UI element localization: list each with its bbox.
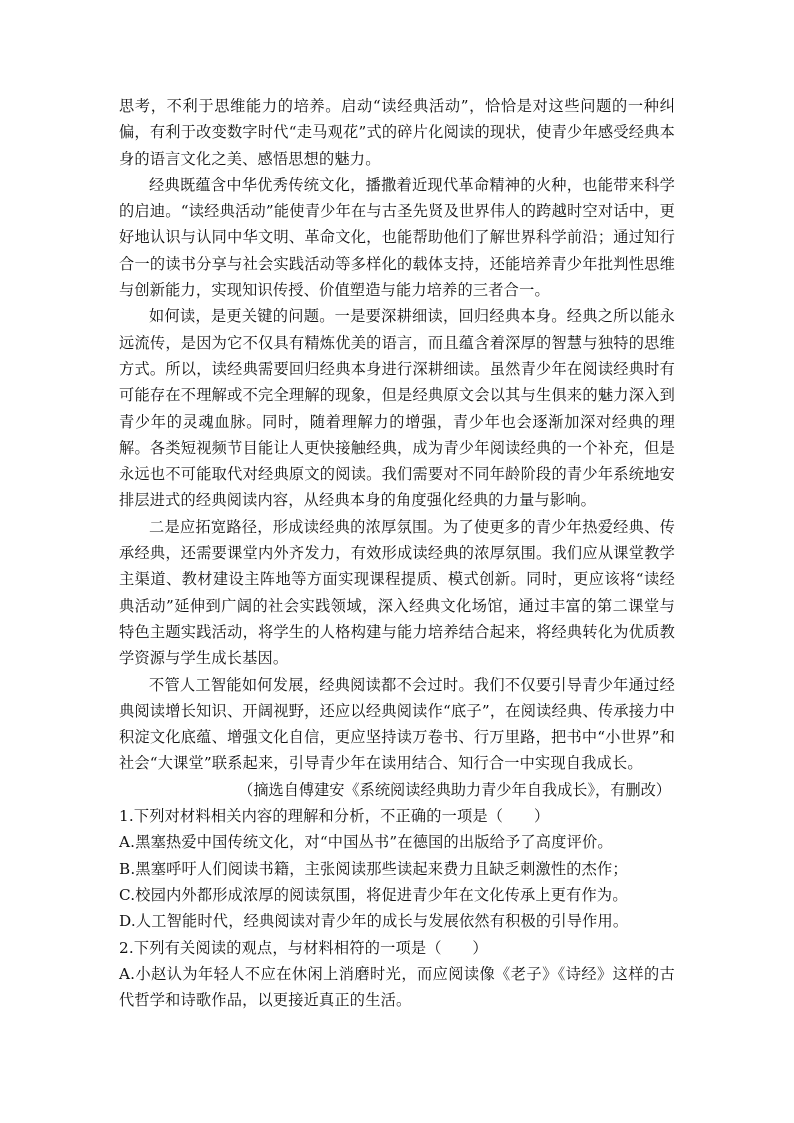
question-1-option-d: D.人工智能时代，经典阅读对青少年的成长与发展依然有积极的引导作用。 — [119, 912, 629, 931]
question-1-stem: 1.下列对材料相关内容的理解和分析，不正确的一项是（ ） — [119, 807, 550, 826]
passage-paragraph-5: 不管人工智能如何发展，经典阅读都不会过时。我们不仅要引导青少年通过经典阅读增长知识、开阔视野，还应以经典阅读作“底子”，在阅读经典、传承接力中积淀文化底蕴、增强文化自信，更应坚持读万卷书、行万里路，把书中“小世界”和社会“大课堂”联系起来，引导青少年在读用结合、知行合一中实现自我成长。 — [119, 675, 675, 773]
passage-paragraph-4: 二是应拓宽路径，形成读经典的浓厚氛围。为了使更多的青少年热爱经典、传承经典，还需要课堂内外齐发力，有效形成读经典的浓厚氛围。我们应从课堂教学主渠道、教材建设主阵地等方面实现课程提质、模式创新。同时，更应该将“读经典活动”延伸到广阔的社会实践领域，深入经典文化场馆，通过丰富的第二课堂与特色主题实践活动，将学生的人格构建与能力培养结合起来，将经典转化为优质教学资源与学生成长基因。 — [119, 517, 675, 668]
passage-paragraph-3: 如何读，是更关键的问题。一是要深耕细读，回归经典本身。经典之所以能永远流传，是因为它不仅具有精炼优美的语言，而且蕴含着深厚的智慧与独特的思维方式。所以，读经典需要回归经典本身进行深耕细读。虽然青少年在阅读经典时有可能存在不理解或不完全理解的现象，但是经典原文会以其与生俱来的魅力深入到青少年的灵魂血脉。同时，随着理解力的增强，青少年也会逐渐加深对经典的理解。各类短视频节目能让人更快接触经典，成为青少年阅读经典的一个补充，但是永远也不可能取代对经典原文的阅读。我们需要对不同年龄阶段的青少年系统地安排层进式的经典阅读内容，从经典本身的角度强化经典的力量与影响。 — [119, 307, 675, 510]
question-1-option-b: B.黑塞呼吁人们阅读书籍，主张阅读那些读起来费力且缺乏刺激性的杰作； — [119, 859, 628, 878]
passage-paragraph-1: 思考，不利于思维能力的培养。启动“读经典活动”，恰恰是对这些问题的一种纠偏，有利于改变数字时代“走马观花”式的碎片化阅读的现状，使青少年感受经典本身的语言文化之美、感悟思想的魅力。 — [119, 97, 675, 168]
question-2-stem: 2.下列有关阅读的观点，与材料相符的一项是（ ） — [119, 938, 488, 957]
document-page — [119, 93, 675, 1013]
source-citation: （摘选自傅建安《系统阅读经典助力青少年自我成长》，有删改） — [238, 780, 671, 799]
question-2-option-a: A.小赵认为年轻人不应在休闲上消磨时光，而应阅读像《老子》《诗经》这样的古代哲学和诗歌作品，以更接近真正的生活。 — [119, 964, 675, 1010]
question-1-option-a: A.黑塞热爱中国传统文化，对“中国丛书”在德国的出版给予了高度评价。 — [119, 833, 613, 852]
passage-paragraph-2: 经典既蕴含中华优秀传统文化，播撒着近现代革命精神的火种，也能带来科学的启迪。“读经典活动”能使青少年在与古圣先贤及世界伟人的跨越时空对话中，更好地认识与认同中华文明、革命文化，也能帮助他们了解世界科学前沿；通过知行合一的读书分享与社会实践活动等多样化的载体支持，还能培养青少年批判性思维与创新能力，实现知识传授、价值塑造与能力培养的三者合一。 — [119, 175, 675, 300]
question-1-option-c: C.校园内外都形成浓厚的阅读氛围，将促进青少年在文化传承上更有作为。 — [119, 885, 628, 904]
